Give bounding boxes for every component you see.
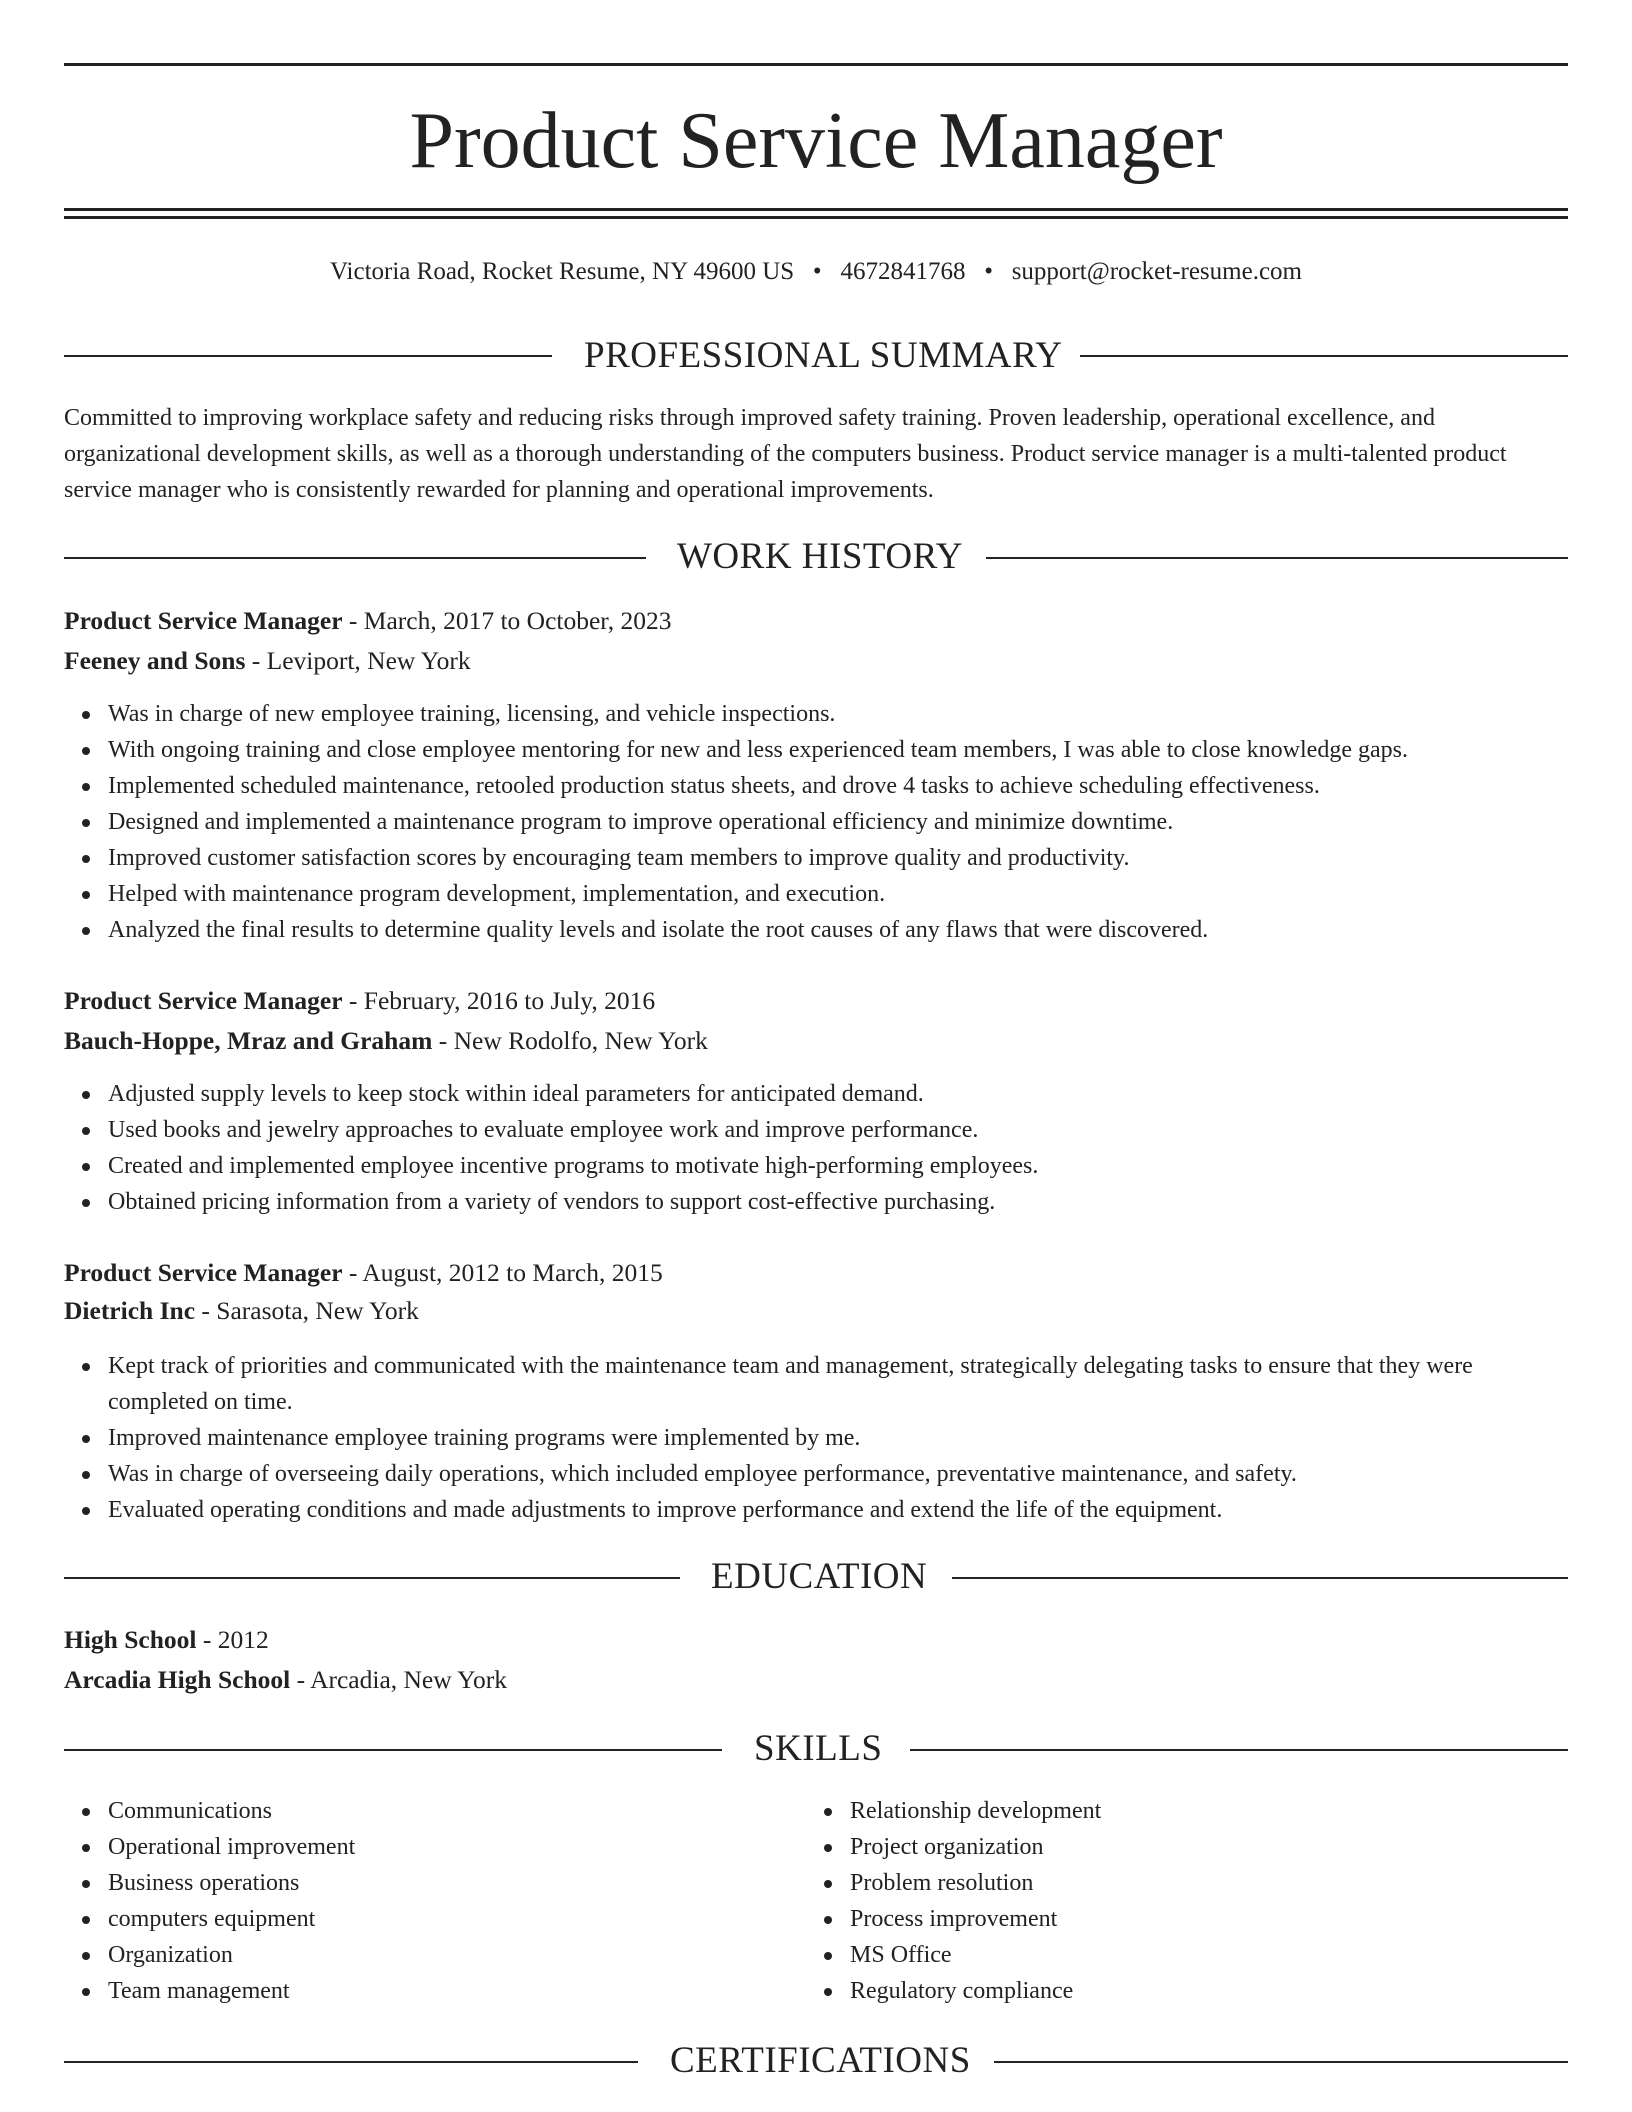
education-degree: High School (64, 1625, 197, 1654)
skill-item: computers equipment (64, 1901, 764, 1937)
skills-list-left (64, 1793, 764, 2009)
section-rule-right (910, 1749, 1568, 1751)
section-heading-education: EDUCATION (711, 1556, 928, 1597)
skill-item: Process improvement (806, 1901, 1506, 1937)
top-rule (64, 63, 1568, 66)
job-title-line (64, 983, 655, 1019)
list-item: Designed and implemented a maintenance program to improve operational efficiency and minimize downtime. (64, 804, 1568, 840)
section-rule-left (64, 557, 646, 559)
job-title-line (64, 1255, 663, 1291)
section-heading-summary: PROFESSIONAL SUMMARY (584, 335, 1063, 376)
section-rule-left (64, 2061, 638, 2063)
section-heading-certifications: CERTIFICATIONS (670, 2040, 971, 2081)
list-item: Was in charge of new employee training, licensing, and vehicle inspections. (64, 696, 1568, 732)
section-rule-right (952, 1577, 1568, 1579)
title-rule-lower (64, 216, 1568, 219)
section-rule-right (986, 557, 1568, 559)
list-item: With ongoing training and close employee mentoring for new and less experienced team members, I was able to close knowledge gaps. (64, 732, 1568, 768)
job-dates: - February, 2016 to July, 2016 (348, 986, 656, 1015)
skill-item: Organization (64, 1937, 764, 1973)
list-item: Analyzed the final results to determine quality levels and isolate the root causes of any flaws that were discovered. (64, 912, 1568, 948)
job-title: Product Service Manager (64, 986, 343, 1015)
education-location: - Arcadia, New York (296, 1665, 507, 1694)
list-item: Helped with maintenance program development, implementation, and execution. (64, 876, 1568, 912)
job-location: - Leviport, New York (251, 646, 471, 675)
section-heading-skills: SKILLS (754, 1728, 883, 1769)
list-item: Used books and jewelry approaches to evaluate employee work and improve performance. (64, 1112, 1568, 1148)
job-company: Feeney and Sons (64, 646, 246, 675)
skill-item: Operational improvement (64, 1829, 764, 1865)
skill-item: Regulatory compliance (806, 1973, 1506, 2009)
contact-separator: • (812, 258, 822, 285)
section-rule-left (64, 355, 552, 357)
job-title: Product Service Manager (64, 1258, 343, 1287)
section-rule-right (994, 2061, 1568, 2063)
skill-item: Project organization (806, 1829, 1506, 1865)
job-company-line (64, 643, 471, 679)
title-rule-upper (64, 208, 1568, 211)
job-bullets (64, 1348, 1568, 1528)
list-item: Created and implemented employee incentive programs to motivate high-performing employees. (64, 1148, 1568, 1184)
education-year: - 2012 (202, 1625, 269, 1654)
job-bullets (64, 1076, 1568, 1220)
section-rule-right (1080, 355, 1568, 357)
summary-text: Committed to improving workplace safety and reducing risks through improved safety training. Proven leadership, operational excellence, and organizational development skills, as well as a thorough understanding of the computers business. Product service manager is a multi-talented product service manager who is consistently rewarded for planning and operational improvements. (64, 405, 1507, 503)
skills-list-right (806, 1793, 1506, 2009)
list-item: Adjusted supply levels to keep stock within ideal parameters for anticipated demand. (64, 1076, 1568, 1112)
job-bullets (64, 696, 1568, 948)
skill-item: Relationship development (806, 1793, 1506, 1829)
skill-item: Business operations (64, 1865, 764, 1901)
page-title: Product Service Manager (409, 97, 1223, 185)
job-title-line (64, 603, 672, 639)
list-item: Was in charge of overseeing daily operations, which included employee performance, preventative maintenance, and safety. (64, 1456, 1568, 1492)
skill-item: MS Office (806, 1937, 1506, 1973)
section-rule-left (64, 1749, 722, 1751)
job-dates: - March, 2017 to October, 2023 (348, 606, 672, 635)
job-dates: - August, 2012 to March, 2015 (348, 1258, 663, 1287)
job-location: - New Rodolfo, New York (438, 1026, 708, 1055)
skill-item: Team management (64, 1973, 764, 2009)
list-item: Obtained pricing information from a variety of vendors to support cost-effective purchasing. (64, 1184, 1568, 1220)
education-degree-line (64, 1622, 269, 1658)
job-company-line (64, 1293, 419, 1329)
job-company-line (64, 1023, 708, 1059)
contact-separator: • (984, 258, 993, 285)
list-item: Evaluated operating conditions and made adjustments to improve performance and extend the life of the equipment. (64, 1492, 1568, 1528)
job-title: Product Service Manager (64, 606, 343, 635)
contact-address: Victoria Road, Rocket Resume, NY 49600 US (329, 258, 795, 285)
contact-email: support@rocket-resume.com (1011, 258, 1302, 285)
contact-line (64, 255, 1568, 289)
skill-item: Communications (64, 1793, 764, 1829)
list-item: Implemented scheduled maintenance, retooled production status sheets, and drove 4 tasks to achieve scheduling effectiveness. (64, 768, 1568, 804)
contact-phone: 4672841768 (840, 258, 966, 285)
section-heading-work: WORK HISTORY (677, 536, 963, 577)
list-item: Improved maintenance employee training programs were implemented by me. (64, 1420, 1568, 1456)
list-item: Kept track of priorities and communicated with the maintenance team and management, strategically delegating tasks to ensure that they were completed on time. (64, 1348, 1568, 1420)
job-company: Dietrich Inc (64, 1296, 196, 1325)
list-item: Improved customer satisfaction scores by encouraging team members to improve quality and productivity. (64, 840, 1568, 876)
skill-item: Problem resolution (806, 1865, 1506, 1901)
job-location: - Sarasota, New York (201, 1296, 419, 1325)
job-company: Bauch-Hoppe, Mraz and Graham (64, 1026, 433, 1055)
section-rule-left (64, 1577, 680, 1579)
education-school: Arcadia High School (64, 1665, 291, 1694)
education-school-line (64, 1662, 507, 1698)
